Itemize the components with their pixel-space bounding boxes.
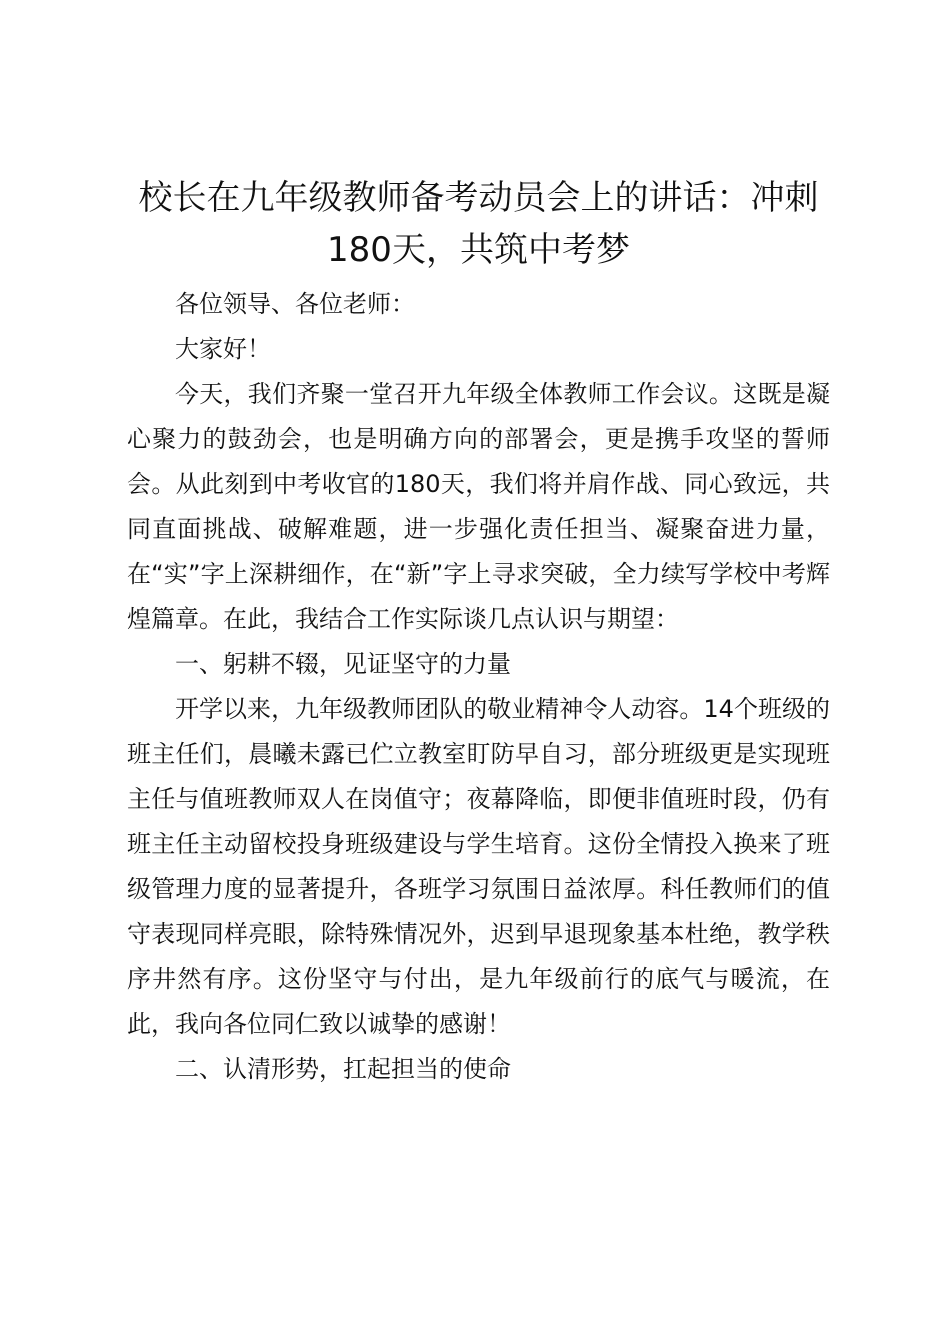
salutation: 各位领导、各位老师： [175,290,415,318]
section-body-1: 开学以来，九年级教师团队的敬业精神令人动容。14个班级的班主任们，晨曦未露已伫立教室盯防早自习，部分班级更是实现班主任与值班教师双人在岗值守；夜幕降临，即便非值班时段，仍有班主任主动留校投身班级建设与学生培育。这份全情投入换来了班级管理力度的显著提升，各班学习氛围日益浓厚。科任教师们的值守表现同样亮眼，除特殊情况外，迟到早退现象基本杜绝，教学秩序井然有序。这份坚守与付出，是九年级前行的底气与暖流，在此，我向各位同仁致以诚挚的感谢！ [127,695,830,1038]
document-title: 校长在九年级教师备考动员会上的讲话：冲刺180天，共筑中考梦 [138,178,819,270]
document-content [127,172,830,1092]
section-heading-2: 二、认清形势，扛起担当的使命 [175,1055,511,1083]
section-heading-1: 一、躬耕不辍，见证坚守的力量 [175,650,511,678]
intro-paragraph: 今天，我们齐聚一堂召开九年级全体教师工作会议。这既是凝心聚力的鼓劲会，也是明确方向的部署会，更是携手攻坚的誓师会。从此刻到中考收官的180天，我们将并肩作战、同心致远，共同直面挑战、破解难题，进一步强化责任担当、凝聚奋进力量，在“实”字上深耕细作，在“新”字上寻求突破，全力续写学校中考辉煌篇章。在此，我结合工作实际谈几点认识与期望： [127,380,830,633]
greeting: 大家好！ [175,335,271,363]
